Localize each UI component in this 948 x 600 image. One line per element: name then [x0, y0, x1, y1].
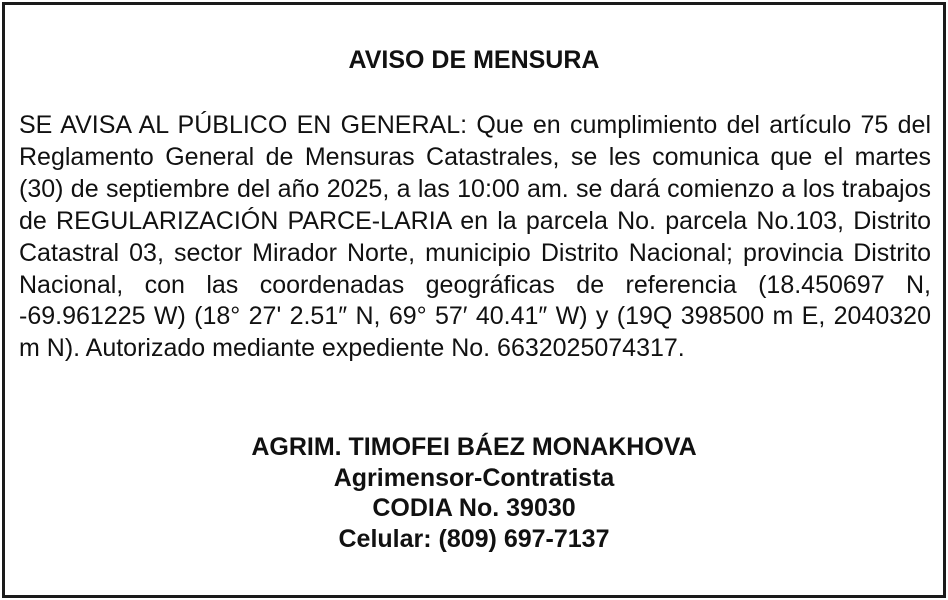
signature-role: Agrimensor-Contratista — [333, 463, 615, 492]
signature-codia: CODIA No. 39030 — [372, 494, 576, 522]
signature-name: AGRIM. TIMOFEI BÁEZ MONAKHOVA — [251, 433, 697, 461]
notice-frame — [2, 2, 946, 598]
signature-block — [5, 432, 943, 554]
signature-phone: Celular: (809) 697-7137 — [338, 524, 610, 553]
notice-body: SE AVISA AL PÚBLICO EN GENERAL: Que en cumplimiento del artículo 75 del Reglamento General de Mensuras Catastrales, se les comunica que el martes (30) de septiembre del año 2025, a las 10:00 am. se dará comienzo a los trabajos de REGULARIZACIÓN PARCE-LARIA en la parcela No. parcela No.103, Distrito Catastral 03, sector Mirador Norte, municipio Distrito Nacional; provincia Distrito Nacional, con las coordenadas geográficas de referencia (18.450697 N, -69.961225 W) (18° 27' 2.51″ N, 69° 57′ 40.41″ W) y (19Q 398500 m E, 2040320 m N). Autorizado mediante expediente No. 6632025074317. — [19, 111, 931, 363]
notice-title: AVISO DE MENSURA — [348, 46, 600, 74]
